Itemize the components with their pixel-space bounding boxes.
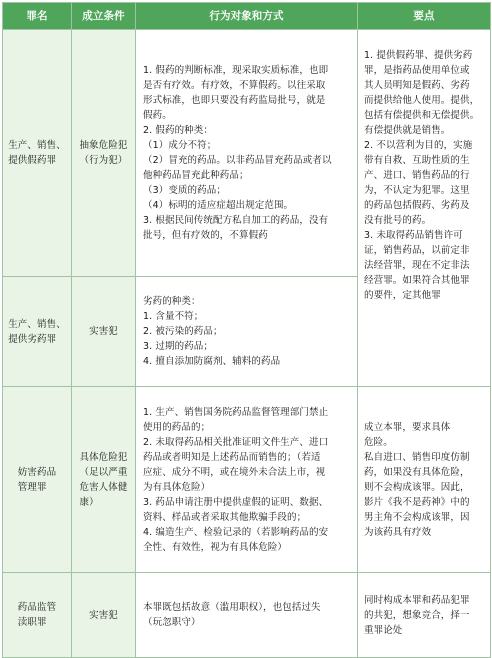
- text-line: 2. 不以营利为目的，实施: [364, 140, 473, 151]
- text-line: 重罪论处: [364, 624, 403, 636]
- text-line: 影片《我不是药神》中的: [364, 496, 470, 508]
- text-line: 成立本罪，要求具体: [364, 421, 451, 433]
- page: [2, 2, 490, 656]
- text-line: （4）标明的适应症超出规定范围。: [143, 200, 294, 211]
- text-line: 男主角不会构成该罪，因: [364, 511, 470, 523]
- text-line: 3. 根据民间传统配方私自加工的药品，没有: [143, 215, 329, 226]
- text-line: 药品监管: [17, 602, 57, 613]
- crime-name-cell: [3, 277, 72, 387]
- crime-name: [8, 138, 66, 168]
- text-line: 法经营罪，现在不定非法: [364, 260, 470, 271]
- condition-cell: [72, 30, 136, 277]
- text-line: 私自进口、销售印度仿制: [364, 451, 470, 463]
- table-row: [3, 573, 491, 658]
- text-line: 罪，是指药品使用单位或: [364, 65, 470, 76]
- crime-name-cell: [3, 387, 72, 573]
- text-line: 4. 编造生产、检验记录的（若影响药品的安: [143, 526, 329, 538]
- header-crime-name: 罪名: [3, 3, 72, 30]
- header-behavior: 行为对象和方式: [136, 3, 358, 30]
- keypoints-text: [364, 593, 484, 638]
- behavior-cell: [136, 387, 358, 573]
- crime-name-cell: [3, 573, 72, 658]
- behavior-cell: [136, 277, 358, 387]
- keypoints-text: [364, 420, 484, 540]
- text-line: 的要件，定其他罪: [364, 290, 441, 301]
- text-line: 危险。: [364, 436, 393, 448]
- behavior-text: [143, 294, 350, 369]
- condition: [79, 138, 127, 168]
- condition-cell: [72, 573, 136, 658]
- text-line: 全性、有效性，视为有具体危险）: [143, 541, 288, 553]
- text-line: （3）变质的药品；: [143, 185, 226, 196]
- header-keypoints: 要点: [358, 3, 491, 30]
- text-line: 1. 生产、销售国务院药品监督管理部门禁止: [143, 406, 329, 418]
- text-line: 实害犯: [89, 326, 118, 337]
- text-line: 则不会构成该罪。因此，: [364, 481, 470, 493]
- text-line: 2. 未取得药品相关批准证明文件生产、进口: [143, 436, 329, 448]
- comparison-table: [2, 2, 491, 658]
- behavior-text: [143, 405, 350, 555]
- crime-name: [18, 465, 56, 495]
- text-line: 生产、销售、: [8, 140, 66, 151]
- text-line: 本罪既包括故意（滥用职权），也包括过失: [143, 602, 321, 613]
- text-line: 假药。: [143, 110, 172, 121]
- behavior-text: [143, 63, 350, 243]
- text-line: 2. 假药的种类：: [143, 125, 213, 136]
- text-line: 他种药品冒充此种药品；: [143, 170, 249, 181]
- text-line: 为有具体危险）: [143, 481, 211, 493]
- condition: [89, 608, 118, 623]
- text-line: 康）: [79, 496, 99, 508]
- text-line: 使用的药品的；: [143, 421, 211, 433]
- text-line: 是否有疗效。有疗效，不算假药。以往采取: [143, 80, 326, 91]
- behavior-text: [143, 600, 350, 630]
- text-line: 药，如果没有具体危险，: [364, 466, 470, 478]
- keypoints-text: [364, 48, 484, 303]
- text-line: 批号，但有疗效的，不算假药: [143, 230, 268, 241]
- text-line: 提供劣药罪: [8, 333, 57, 345]
- text-line: 的药品包括假药、劣药及: [364, 200, 470, 211]
- crime-name: [8, 317, 66, 347]
- text-line: 实害犯: [89, 609, 118, 621]
- text-line: 为该药具有疗效: [364, 526, 432, 538]
- text-line: 危害人体健: [79, 481, 128, 493]
- text-line: 提供假药罪: [8, 155, 57, 166]
- text-line: （1）成分不符；: [143, 140, 217, 151]
- header-condition: 成立条件: [72, 3, 136, 30]
- text-line: （足以严重: [79, 466, 128, 478]
- text-line: 药品或者明知是上述药品而销售的；（若适: [143, 451, 321, 463]
- crime-name-cell: [3, 30, 72, 277]
- text-line: 生产、销售、: [8, 318, 66, 330]
- text-line: 而提供给他人使用。提供，: [364, 95, 480, 106]
- text-line: 2. 被污染的药品；: [143, 326, 223, 337]
- condition: [79, 450, 127, 510]
- text-line: 1. 假药的判断标准，现采取实质标准，也即: [143, 65, 329, 76]
- text-line: 3. 药品申请注册中提供虚假的证明、数据、: [143, 496, 329, 508]
- condition-cell: [72, 277, 136, 387]
- text-line: 具体危险犯: [79, 451, 128, 463]
- text-line: 的共犯，想象竞合，择一: [364, 609, 470, 621]
- condition-cell: [72, 387, 136, 573]
- text-line: 劣药的种类：: [143, 296, 201, 307]
- condition: [89, 324, 118, 339]
- text-line: 1. 提供假药罪、提供劣药: [364, 50, 473, 61]
- text-line: 4. 擅自添加防腐剂、辅料的药品: [143, 356, 281, 367]
- text-line: 有偿提供就是销售。: [364, 125, 451, 136]
- text-line: 3. 过期的药品；: [143, 341, 213, 352]
- behavior-cell: [136, 573, 358, 658]
- table-row: [3, 387, 491, 573]
- header-row: [3, 3, 491, 30]
- text-line: 带有自救、互助性质的生: [364, 155, 470, 166]
- text-line: 形式标准，也即只要没有药监局批号，就是: [143, 95, 326, 106]
- crime-name: [18, 600, 56, 630]
- text-line: 管理罪: [17, 481, 47, 493]
- keypoints-cell: [358, 573, 491, 658]
- text-line: 应症、成分不明，或在境外未合法上市，视: [143, 466, 326, 478]
- keypoints-cell: [358, 387, 491, 573]
- text-line: 其人员明知是假药、劣药: [364, 80, 470, 91]
- text-line: 包括有偿提供和无偿提供。: [364, 110, 480, 121]
- text-line: 为，不认定为犯罪。这里: [364, 185, 470, 196]
- text-line: 证，销售药品，以前定非: [364, 245, 470, 256]
- text-line: 抽象危险犯: [79, 140, 128, 151]
- text-line: （玩忽职守）: [143, 617, 201, 628]
- text-line: 经营罪。如果符合其他罪: [364, 275, 470, 286]
- text-line: 没有批号的药。: [364, 215, 432, 226]
- table-row: [3, 30, 491, 277]
- behavior-cell: [136, 30, 358, 277]
- text-line: （行为犯）: [79, 155, 128, 166]
- keypoints-cell-merged: [358, 30, 491, 387]
- text-line: 渎职罪: [17, 617, 47, 628]
- text-line: 1. 含量不符；: [143, 311, 204, 322]
- text-line: 同时构成本罪和药品犯罪: [364, 594, 470, 606]
- text-line: （2）冒充的药品。以非药品冒充药品或者以: [143, 155, 332, 166]
- text-line: 资料、样品或者采取其他欺骗手段的；: [143, 511, 307, 523]
- text-line: 3. 未取得药品销售许可: [364, 230, 463, 241]
- text-line: 产、进口、销售药品的行: [364, 170, 470, 181]
- text-line: 妨害药品: [17, 466, 57, 478]
